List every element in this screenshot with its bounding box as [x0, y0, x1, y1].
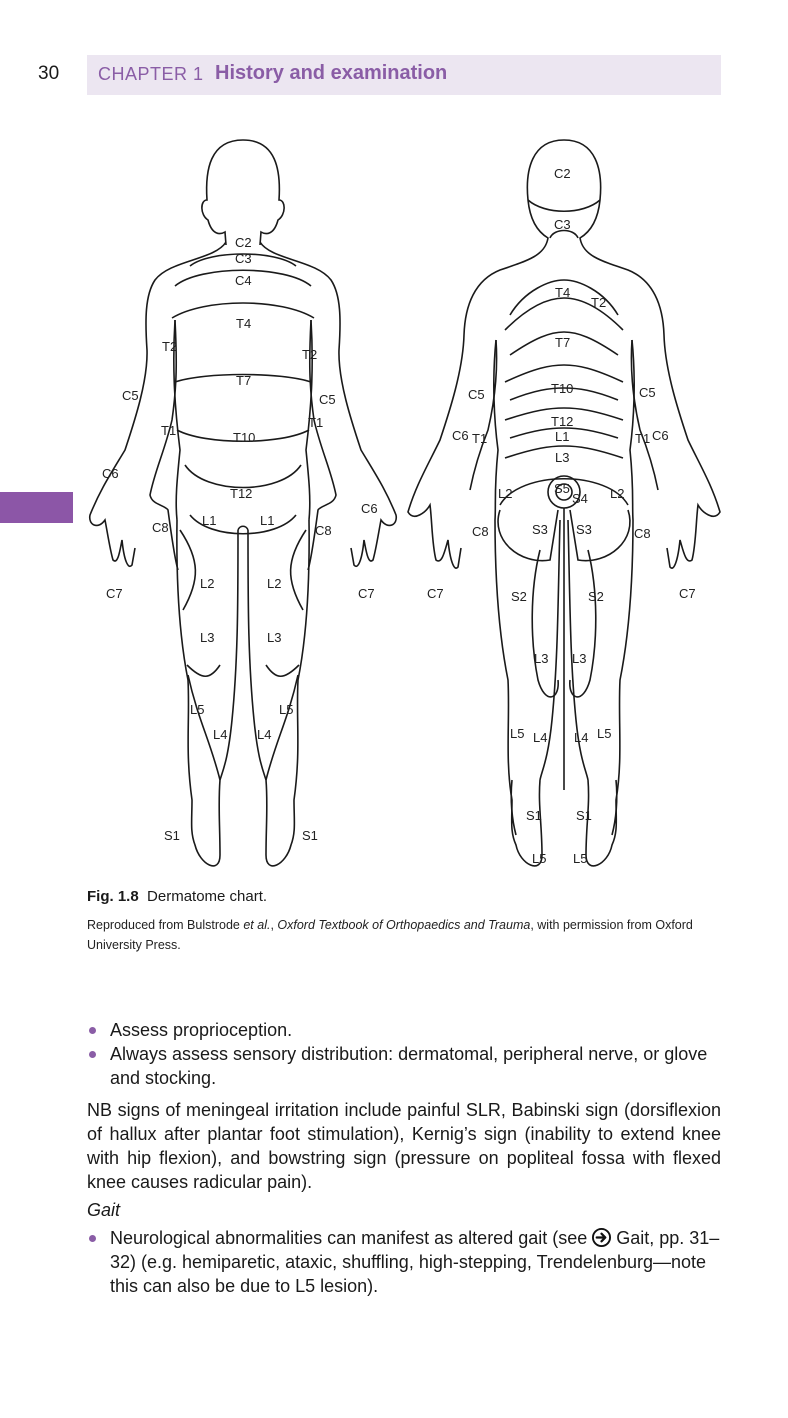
label-c3-back: C3: [554, 217, 571, 232]
label-s1-back-right: S1: [576, 808, 592, 823]
label-s1-left: S1: [164, 828, 180, 843]
label-t2-back: T2: [591, 295, 607, 310]
label-l5-left: L5: [190, 702, 205, 717]
figure-caption: [87, 888, 267, 905]
bullet-item: Always assess sensory distribution: dermatomal, peripheral nerve, or glove and stocking.: [87, 1042, 727, 1090]
label-l5-back-right: L5: [597, 726, 612, 741]
arrow-right-circle-icon[interactable]: [592, 1228, 611, 1247]
label-t1-back-left: T1: [472, 431, 488, 446]
label-l1-right: L1: [260, 513, 275, 528]
label-c6-right: C6: [361, 501, 378, 516]
label-t4-back: T4: [555, 285, 571, 300]
figure-number: Fig. 1.8: [87, 888, 139, 905]
label-c5-left: C5: [122, 388, 139, 403]
label-c8-back-right: C8: [634, 526, 651, 541]
credit-etal: et al.: [243, 918, 271, 932]
label-t1-back-right: T1: [635, 431, 651, 446]
credit-book-title: Oxford Textbook of Orthopaedics and Trauma: [277, 918, 531, 932]
label-l3-right: L3: [267, 630, 282, 645]
label-l5-foot-right: L5: [573, 851, 588, 866]
credit-suffix: , with permission from Oxford University Press.: [87, 918, 693, 952]
label-c2-back: C2: [554, 166, 571, 181]
page-number: 30: [38, 63, 60, 84]
label-l3-back-right: L3: [572, 651, 587, 666]
bullet-item: Assess proprioception.: [87, 1018, 727, 1042]
label-c7-back-left: C7: [427, 586, 444, 601]
label-c7-left: C7: [106, 586, 123, 601]
label-l4-back-right: L4: [574, 730, 589, 745]
label-t4-front: T4: [236, 316, 252, 331]
label-t1-left: T1: [161, 423, 177, 438]
label-t12-front: T12: [230, 486, 253, 501]
label-s2-back-left: S2: [511, 589, 527, 604]
chapter-thumb-tab: [0, 492, 73, 523]
credit-prefix: Reproduced from Bulstrode: [87, 918, 244, 932]
dermatome-figure: [80, 120, 730, 885]
label-c6-back-left: C6: [452, 428, 469, 443]
label-t2-right: T2: [302, 347, 318, 362]
label-c4-front: C4: [235, 273, 252, 288]
label-s3-back-right: S3: [576, 522, 592, 537]
label-c5-back-left: C5: [468, 387, 485, 402]
label-s4-back: S4: [572, 491, 588, 506]
label-c5-back-right: C5: [639, 385, 656, 400]
label-t10-back: T10: [551, 381, 574, 396]
label-c6-left: C6: [102, 466, 119, 481]
label-l3-back-top: L3: [555, 450, 570, 465]
label-s3-back-left: S3: [532, 522, 548, 537]
label-l1-back: L1: [555, 429, 570, 444]
bullet-list-gait: [87, 1226, 727, 1298]
bullet-item: [87, 1226, 727, 1298]
label-c6-back-right: C6: [652, 428, 669, 443]
label-c3-front: C3: [235, 251, 252, 266]
label-t12-back: T12: [551, 414, 574, 429]
chapter-title: History and examination: [215, 62, 448, 84]
label-t7-front: T7: [236, 373, 252, 388]
gait-heading: Gait: [87, 1200, 121, 1220]
label-l4-right: L4: [257, 727, 272, 742]
chapter-label: CHAPTER 1: [98, 64, 204, 84]
label-l3-back-left: L3: [534, 651, 549, 666]
label-c2-front: C2: [235, 235, 252, 250]
gait-text-after: Gait, pp. 31–32) (e.g. hemiparetic, ataxic, shuffling, high-stepping, Trendelenburg—note this can also be due to L5 lesion).: [110, 1228, 720, 1296]
label-l5-right: L5: [279, 702, 294, 717]
label-s1-back-left: S1: [526, 808, 542, 823]
label-c7-right: C7: [358, 586, 375, 601]
label-s1-right: S1: [302, 828, 318, 843]
label-l1-left: L1: [202, 513, 217, 528]
label-l5-back-left: L5: [510, 726, 525, 741]
credit-mid: ,: [270, 918, 278, 932]
label-s5-back: S5: [554, 481, 570, 496]
label-t10-front: T10: [233, 430, 256, 445]
figure-credit: [87, 915, 727, 955]
label-l2-right: L2: [267, 576, 282, 591]
label-c5-right: C5: [319, 392, 336, 407]
back-dermatome-labels: [427, 166, 696, 866]
meningeal-paragraph: NB signs of meningeal irritation include painful SLR, Babinski sign (dorsiflexion of hallux after plantar foot stimulation), Kernig’s sign (inability to extend knee with hip flexion), and bowstring sign (pressure on popliteal fossa with flexed knee causes radicular pain).: [87, 1100, 721, 1192]
label-l2-back-left: L2: [498, 486, 513, 501]
bullet-list-sensory: [87, 1018, 727, 1090]
label-c8-left: C8: [152, 520, 169, 535]
front-dermatome-labels: [102, 235, 378, 843]
gait-text-before: Neurological abnormalities can manifest as altered gait (see: [110, 1228, 593, 1248]
label-l4-left: L4: [213, 727, 228, 742]
label-t7-back: T7: [555, 335, 571, 350]
label-t2-left: T2: [162, 339, 178, 354]
label-t1-right: T1: [308, 415, 324, 430]
back-body-outline: [408, 140, 720, 866]
label-c7-back-right: C7: [679, 586, 696, 601]
label-l3-left: L3: [200, 630, 215, 645]
label-l2-back-right: L2: [610, 486, 625, 501]
label-l5-foot-left: L5: [532, 851, 547, 866]
label-c8-back-left: C8: [472, 524, 489, 539]
label-l4-back-left: L4: [533, 730, 548, 745]
label-l2-left: L2: [200, 576, 215, 591]
figure-caption-text: Dermatome chart.: [147, 888, 268, 905]
label-c8-right: C8: [315, 523, 332, 538]
label-s2-back-right: S2: [588, 589, 604, 604]
dermatome-chart-svg: [80, 120, 730, 885]
